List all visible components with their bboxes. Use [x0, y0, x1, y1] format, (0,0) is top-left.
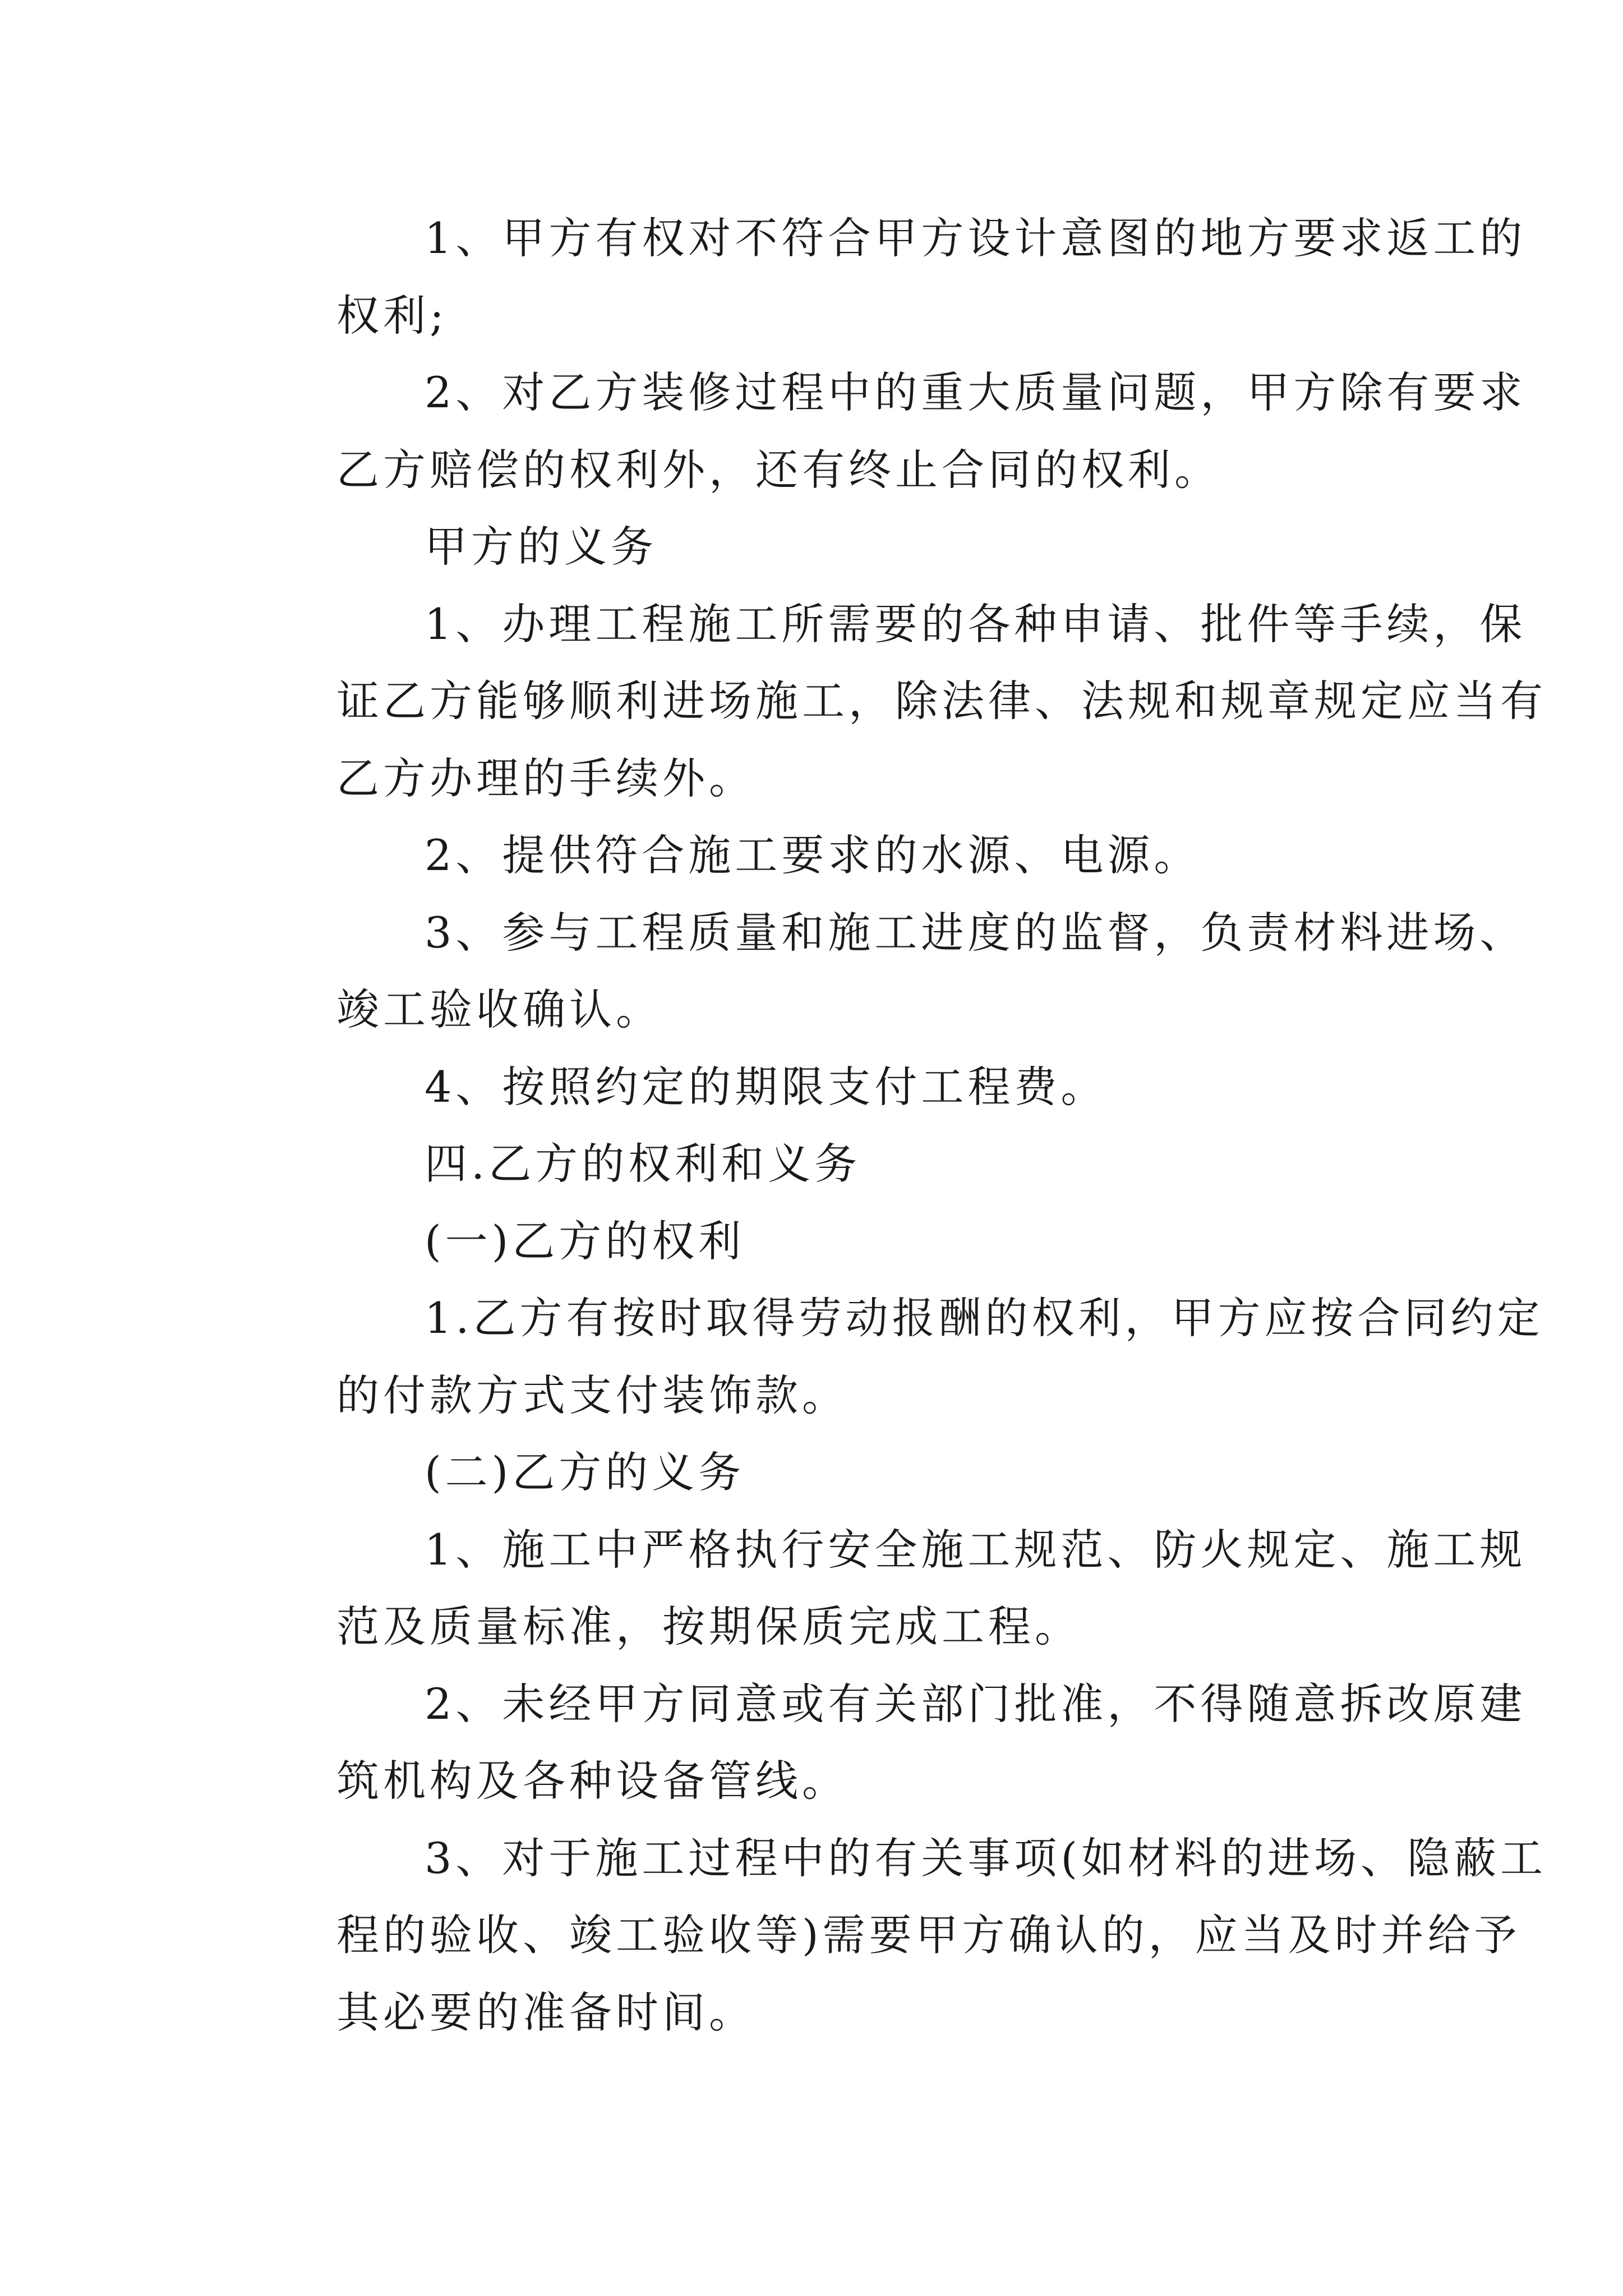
- paragraph-10: [248, 1280, 1544, 1434]
- text-line: 1、施工中严格执行安全施工规范、防火规定、施工规: [425, 1524, 1527, 1575]
- text-line: 1、办理工程施工所需要的各种申请、批件等手续，保: [425, 599, 1527, 649]
- text-line: 3、参与工程质量和施工进度的监督，负责材料进场、: [425, 907, 1527, 958]
- text-line: 其必要的准备时间。: [336, 1987, 755, 2037]
- paragraph-5: [248, 817, 1390, 894]
- text-line: 3、对于施工过程中的有关事项(如材料的进场、隐蔽工: [425, 1833, 1547, 1883]
- paragraph-13: [248, 1665, 1527, 1820]
- paragraph-12: [248, 1511, 1527, 1665]
- section-heading-party-a-obligations: [248, 508, 1390, 586]
- paragraph-2: [248, 354, 1527, 508]
- text-line: 2、提供符合施工要求的水源、电源。: [425, 830, 1201, 880]
- text-line: 2、对乙方装修过程中的重大质量问题，甲方除有要求: [425, 367, 1527, 417]
- paragraph-14: [248, 1820, 1547, 2051]
- heading-line: 甲方的义务: [425, 522, 657, 572]
- text-line: 证乙方能够顺利进场施工，除法律、法规和规章规定应当有: [336, 676, 1547, 726]
- subsection-heading-party-b-obligations: [248, 1434, 1390, 1511]
- text-line: 的付款方式支付装饰款。: [336, 1370, 849, 1420]
- paragraph-4: [248, 586, 1547, 817]
- text-line: 1、甲方有权对不符合甲方设计意图的地方要求返工的: [425, 213, 1527, 263]
- paragraph-6: [248, 894, 1527, 1048]
- heading-line: 四.乙方的权利和义务: [425, 1139, 861, 1189]
- text-line: 筑机构及各种设备管线。: [336, 1756, 849, 1806]
- text-line: 权利;: [336, 290, 448, 341]
- paragraph-1: [248, 200, 1527, 354]
- heading-line: (二)乙方的义务: [425, 1447, 745, 1497]
- document-body: [248, 200, 1547, 2051]
- text-line: 2、未经甲方同意或有关部门批准，不得随意拆改原建: [425, 1678, 1527, 1729]
- text-line: 1.乙方有按时取得劳动报酬的权利，甲方应按合同约定: [425, 1293, 1544, 1343]
- text-line: 竣工验收确认。: [336, 984, 662, 1034]
- subsection-heading-party-b-rights: [248, 1203, 1390, 1280]
- text-line: 程的验收、竣工验收等)需要甲方确认的，应当及时并给予: [336, 1910, 1521, 1960]
- text-line: 乙方赔偿的权利外，还有终止合同的权利。: [336, 444, 1221, 495]
- section-heading-party-b-rights-obligations: [248, 1125, 1390, 1203]
- heading-line: (一)乙方的权利: [425, 1216, 745, 1266]
- text-line: 范及质量标准，按期保质完成工程。: [336, 1602, 1081, 1651]
- text-line: 4、按照约定的期限支付工程费。: [425, 1061, 1108, 1112]
- paragraph-7: [248, 1048, 1390, 1126]
- text-line: 乙方办理的手续外。: [336, 753, 755, 803]
